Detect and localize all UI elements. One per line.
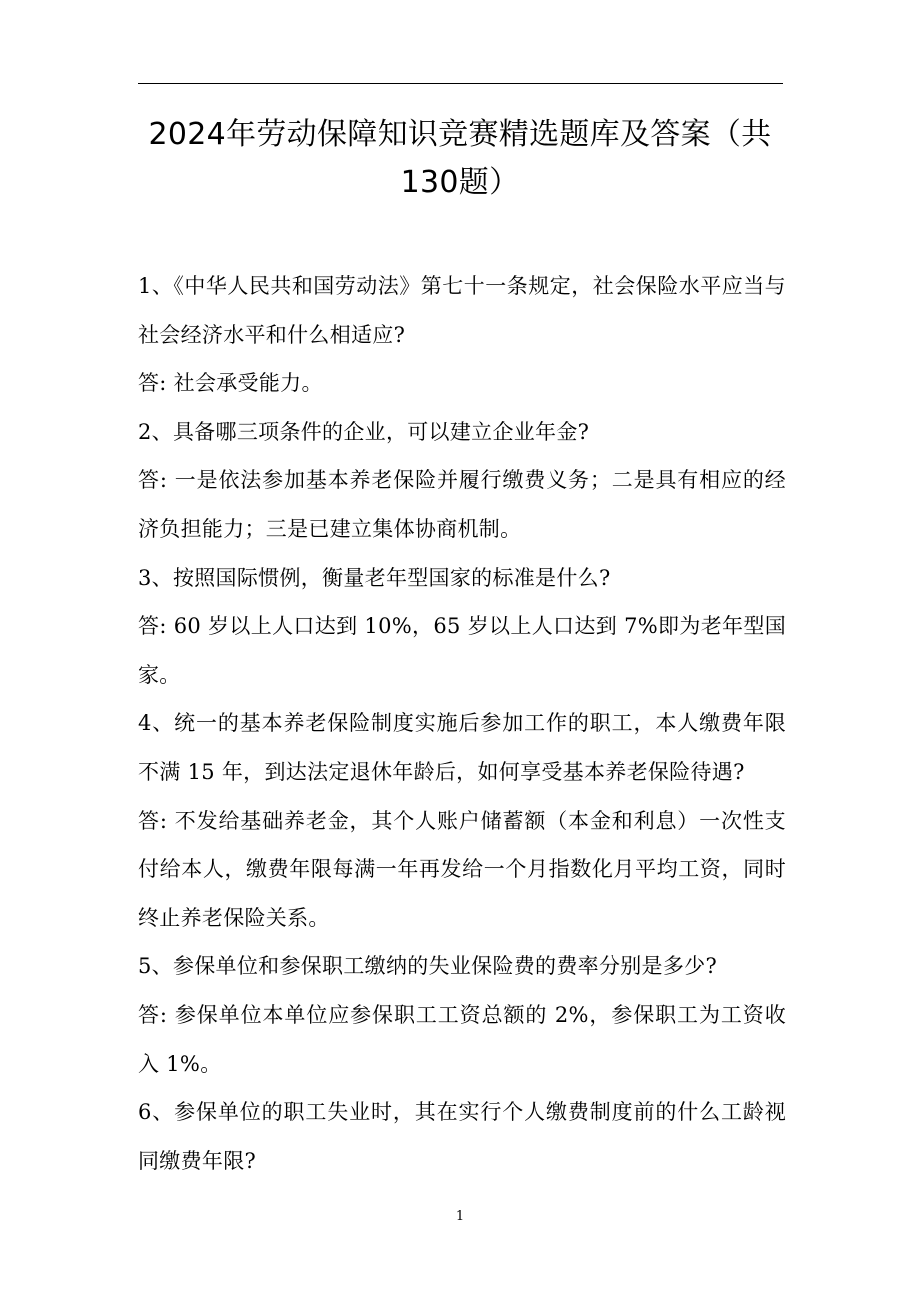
question-5: 5、参保单位和参保职工缴纳的失业保险费的费率分别是多少?: [138, 954, 718, 979]
question-6: 6、参保单位的职工失业时，其在实行个人缴费制度前的什么工龄视同缴费年限?: [138, 1100, 786, 1173]
question-1: 1、《中华人民共和国劳动法》第七十一条规定，社会保险水平应当与社会经济水平和什么相适应?: [138, 274, 786, 347]
answer-4: 答: 不发给基础养老金，其个人账户储蓄额（本金和利息）一次性支付给本人，缴费年限每满一年再发给一个月指数化月平均工资，同时终止养老保险关系。: [138, 808, 786, 930]
page-number: 1: [455, 1209, 465, 1224]
document-body: [138, 262, 786, 1185]
document-title: 2024年劳动保障知识竞赛精选题库及答案（共130题）: [148, 117, 772, 200]
answer-1: 答: 社会承受能力。: [138, 371, 323, 396]
question-4: 4、统一的基本养老保险制度实施后参加工作的职工，本人缴费年限不满 15 年，到达法定退休年龄后，如何享受基本养老保险待遇?: [138, 711, 786, 784]
answer-3: 答: 60 岁以上人口达到 10%，65 岁以上人口达到 7%即为老年型国家。: [138, 614, 786, 687]
question-3: 3、按照国际惯例，衡量老年型国家的标准是什么?: [138, 565, 611, 590]
question-2: 2、具备哪三项条件的企业，可以建立企业年金?: [138, 419, 590, 444]
answer-2: 答: 一是依法参加基本养老保险并履行缴费义务；二是具有相应的经济负担能力；三是已建立集体协商机制。: [138, 468, 786, 541]
answer-5: 答: 参保单位本单位应参保职工工资总额的 2%，参保职工为工资收入 1%。: [138, 1002, 786, 1076]
header-rule: [138, 83, 783, 84]
